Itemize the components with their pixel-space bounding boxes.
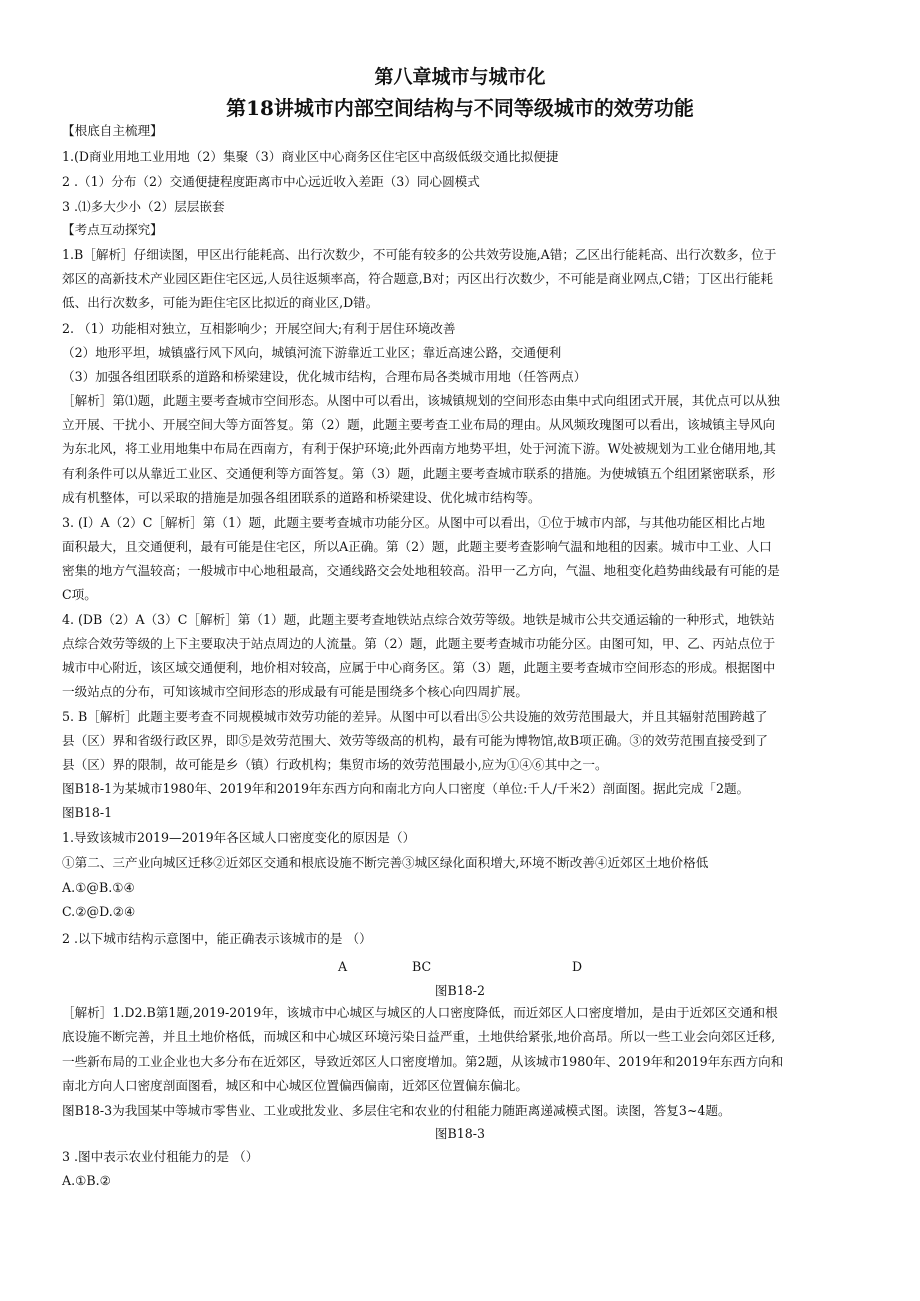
text-line: C项。: [62, 587, 97, 602]
text-line: 成有机整体，可以采取的措施是加强各组团联系的道路和桥梁建设、优化城市结构等。: [62, 490, 541, 505]
text-line: A.①B.②: [62, 1173, 111, 1188]
chapter-title: 第八章城市与城市化: [374, 66, 546, 88]
text-line: 【考点互动探究】: [62, 222, 163, 237]
option-label: D: [572, 959, 583, 974]
text-line: 城市中心附近，该区域交通便利，地价相对较高，应属于中心商务区。第（3）题，此题主要考查城市空间形态的形成。根据图中: [62, 660, 776, 675]
text-line: 图B18-1为某城市1980年、2019年和2019年东西方向和南北方向人口密度（单位:千人/千米2）剖面图。据此完成「2题。: [62, 781, 750, 796]
text-line: （2）地形平坦，城镇盛行风下风向，城镇河流下游靠近工业区；靠近高速公路，交通便利: [62, 345, 562, 360]
text-line: 3. (I）A（2）C［解析］第（1）题，此题主要考查城市功能分区。从图中可以看出，①位于城市内部，与其他功能区相比占地: [62, 515, 765, 530]
text-line: 面积最大，且交通便利，最有可能是住宅区，所以A正确。第（2）题，此题主要考查影响气温和地租的因素。城市中工业、人口: [62, 539, 772, 554]
text-line: 密集的地方气温较高；一般城市中心地租最高，交通线路交会处地租较高。沿甲一乙方向，气温、地租变化趋势曲线最有可能的是: [62, 563, 780, 578]
text-line: C.②@D.②④: [62, 904, 136, 919]
text-line: 一级站点的分布，可知该城市空间形态的形成最有可能是围绕多个核心向四周扩展。: [62, 684, 528, 699]
text-line: 2 .以下城市结构示意图中，能正确表示该城市的是 （）: [62, 931, 372, 946]
option-label: A: [338, 959, 348, 974]
text-line: 4. (DB（2）A（3）C［解析］第（1）题，此题主要考查地铁站点综合效劳等级。地铁是城市公共交通运输的一种形式，地铁站: [62, 612, 775, 627]
lecture-title: 第18讲城市内部空间结构与不同等级城市的效劳功能: [226, 96, 694, 120]
text-line: 3 .⑴多大少小（2）层层嵌套: [62, 199, 225, 214]
text-line: 为东北风，将工业用地集中布局在西南方，有利于保护环境;此外西南方地势平坦，处于河流下游。W处被规划为工业仓储用地,其: [62, 441, 776, 456]
text-line: 有利条件可以从靠近工业区、交通便利等方面答复。第（3）题，此题主要考查城市联系的措施。为使城镇五个组团紧密联系，形: [62, 466, 776, 481]
text-line: 3 .图中表示农业付租能力的是 （）: [62, 1149, 259, 1164]
text-line: 南北方向人口密度剖面图看，城区和中心城区位置偏西偏南，近郊区位置偏东偏北。: [62, 1078, 528, 1093]
text-line: （3）加强各组团联系的道路和桥梁建设，优化城市结构，合理布局各类城市用地（任答两点）: [62, 369, 587, 384]
text-line: 立开展、干扰小、开展空间大等方面答复。第（2）题，此题主要考查工业布局的理由。从风频玫瑰图可以看出，该城镇主导风向: [62, 417, 776, 432]
text-line: 1.B［解析］仔细读图，甲区出行能耗高、出行次数少，不可能有较多的公共效劳设施,A错；乙区出行能耗高、出行次数多，位于: [62, 247, 777, 262]
text-line: 底设施不断完善，并且土地价格低，而城区和中心城区环境污染日益严重，土地供给紧张,地价高昂。所以一些工业会向郊区迁移,: [62, 1029, 776, 1044]
text-line: ［解析］第⑴题，此题主要考查城市空间形态。从图中可以看出，该城镇规划的空间形态由集中式向组团式开展，其优点可以从独: [62, 393, 780, 408]
text-line: 1.导致该城市2019—2019年各区域人口密度变化的原因是（）: [62, 830, 416, 845]
text-line: 1.(D商业用地工业用地（2）集聚（3）商业区中心商务区住宅区中高级低级交通比拟便捷: [62, 149, 559, 164]
text-line: A.①@B.①④: [62, 880, 135, 895]
text-line: ［解析］1.D2.B第1题,2019-2019年，该城市中心城区与城区的人口密度降低，而近郊区人口密度增加，是由于近郊区交通和根: [62, 1005, 778, 1020]
text-line: 低、出行次数多，可能为距住宅区比拟近的商业区,D错。: [62, 295, 379, 310]
text-line: 县（区）界的限制，故可能是乡（镇）行政机构；集贸市场的效劳范围最小,应为①④⑥其中之一。: [62, 757, 608, 772]
figure-caption: 图B18-1: [62, 805, 113, 820]
option-label: BC: [412, 959, 432, 974]
text-line: 5. B［解析］此题主要考查不同规模城市效劳功能的差异。从图中可以看出⑤公共设施的效劳范围最大，并且其辐射范围跨越了: [62, 709, 768, 724]
text-line: 郊区的高新技术产业园区距住宅区远,人员往返频率高，符合题意,B对；丙区出行次数少，不可能是商业网点,C错；丁区出行能耗: [62, 271, 773, 286]
figure-caption: 图B18-3: [434, 1126, 486, 1141]
text-line: ①第二、三产业向城区迁移②近郊区交通和根底设施不断完善③城区绿化面积增大,环境不断改善④近郊区土地价格低: [62, 855, 709, 870]
text-line: 【根底自主梳理】: [62, 123, 163, 138]
text-line: 一些新布局的工业企业也大多分布在近郊区，导致近郊区人口密度增加。第2题，从该城市1980年、2019年和2019年东西方向和: [62, 1054, 784, 1069]
text-line: 2 .（1）分布（2）交通便捷程度距离市中心远近收入差距（3）同心圆模式: [62, 174, 480, 189]
text-line: 县（区）界和省级行政区界，即⑤是效劳范围大、效劳等级高的机构，最有可能为博物馆,故B项正确。③的效劳范围直接受到了: [62, 733, 768, 748]
figure-caption: 图B18-2: [434, 983, 486, 998]
text-line: 图B18-3为我国某中等城市零售业、工业或批发业、多层住宅和农业的付租能力随距离递减模式图。读图，答复3~4题。: [62, 1103, 731, 1118]
text-line: 2. （1）功能相对独立，互相影响少；开展空间大;有利于居住环境改善: [62, 321, 456, 336]
text-line: 点综合效劳等级的上下主要取决于站点周边的人流量。第（2）题，此题主要考查城市功能分区。由图可知，甲、乙、丙站点位于: [62, 636, 776, 651]
